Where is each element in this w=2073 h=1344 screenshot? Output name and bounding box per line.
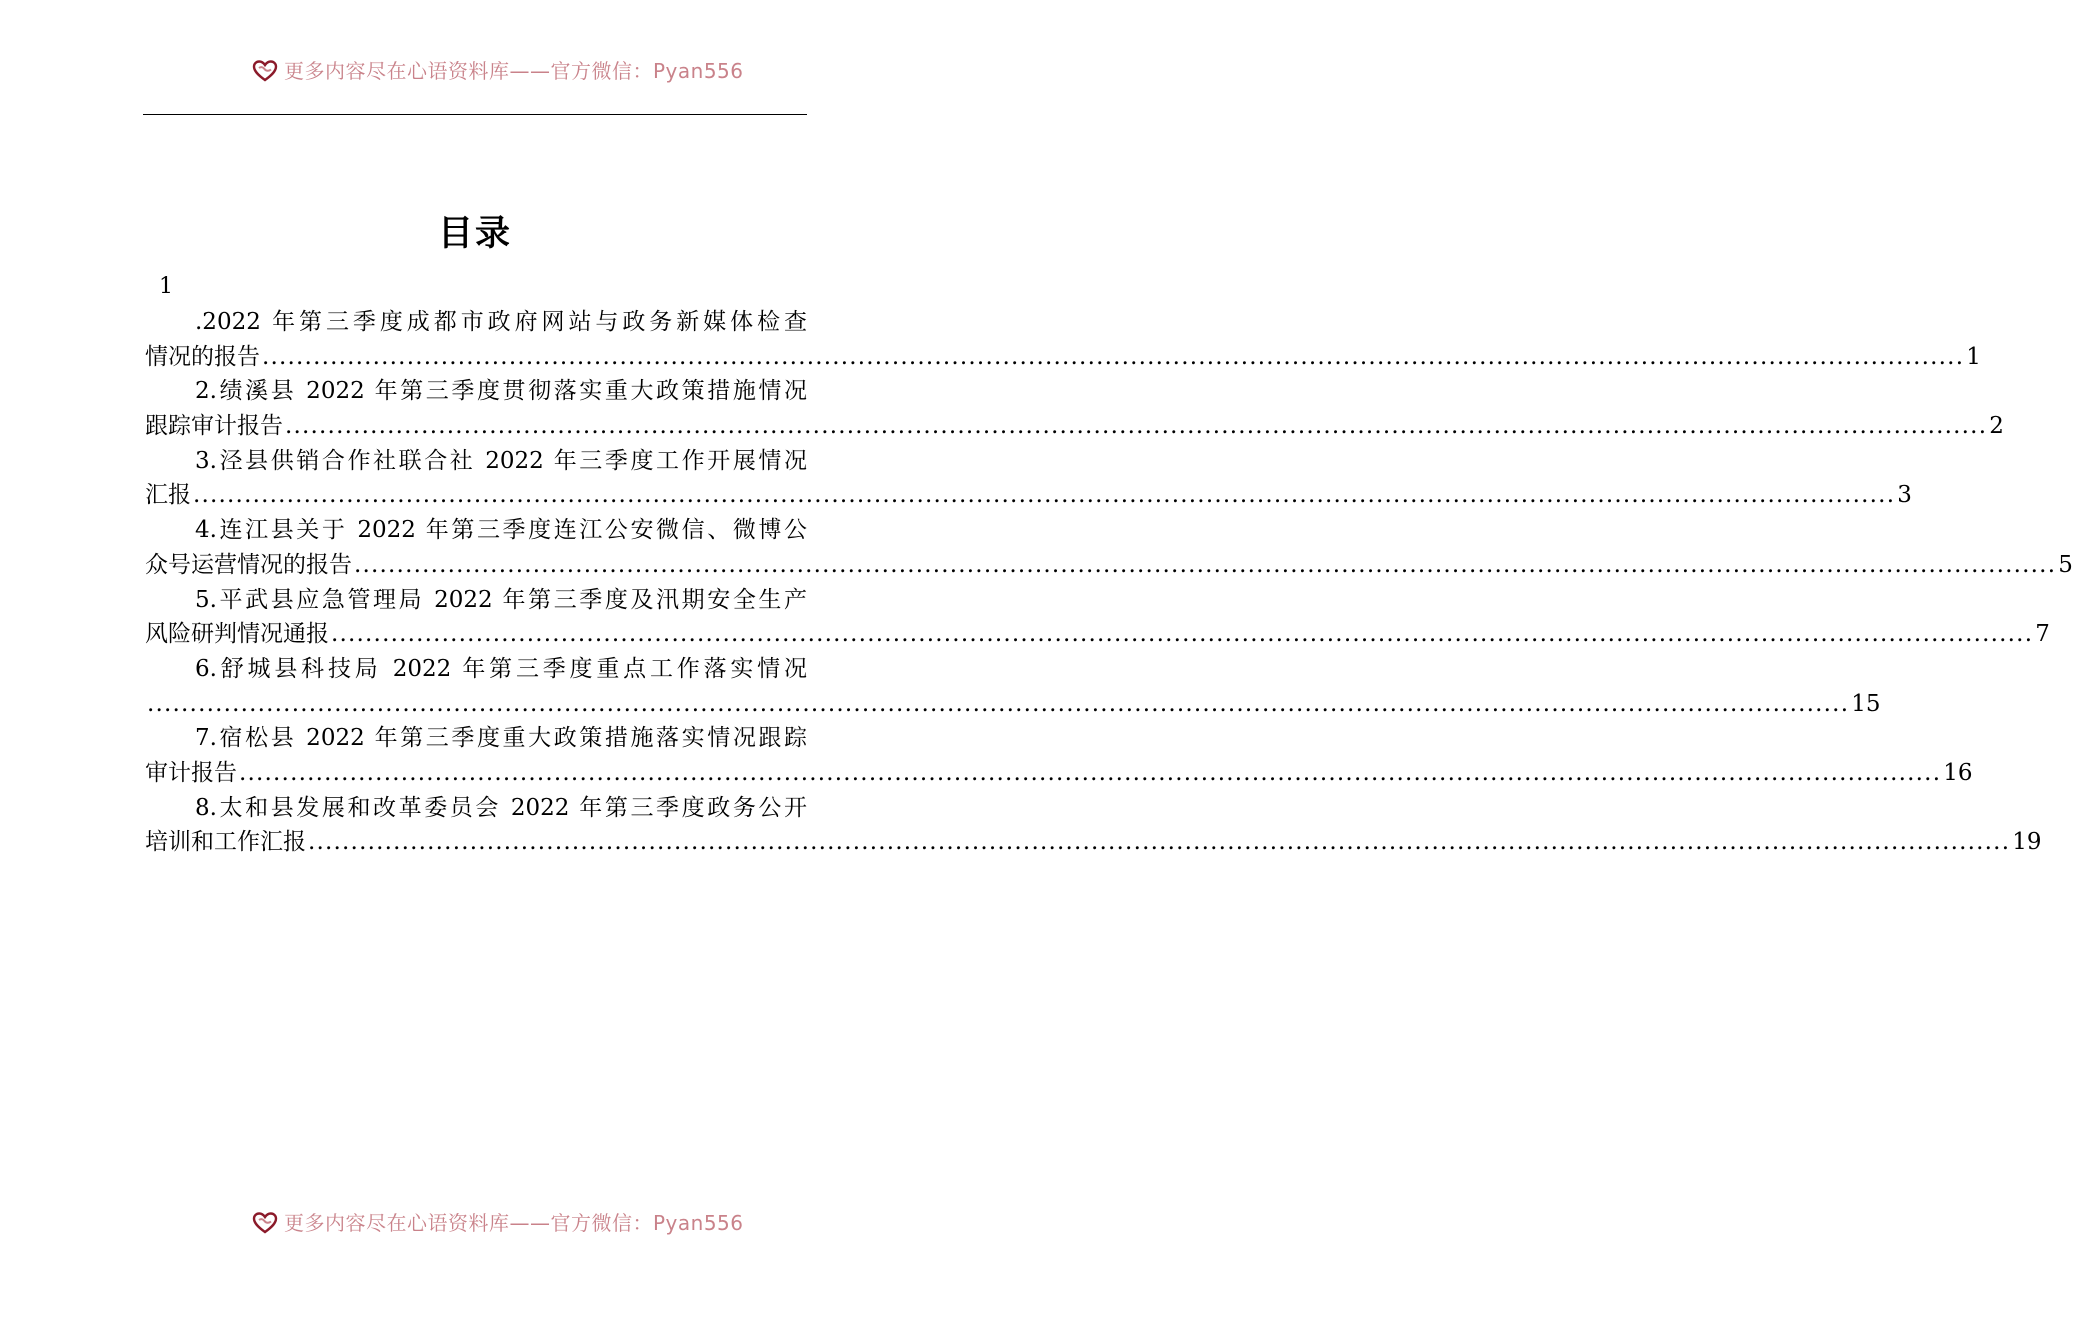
toc-entry-continuation-line: [145, 825, 2042, 860]
toc-entry-title-continued: 风险研判情况通报: [145, 621, 329, 648]
toc-entry[interactable]: [145, 721, 1973, 790]
toc-dot-leader: ........................................................................................................................................................................................................: [331, 621, 2034, 648]
toc-entry-title: 2.绩溪县 2022 年第三季度贯彻落实重大政策措施情况: [195, 378, 807, 405]
toc-dot-leader: ........................................................................................................................................................................................................: [239, 759, 1942, 786]
toc-entry-title: 8.太和县发展和改革委员会 2022 年第三季度政务公开: [195, 794, 807, 821]
toc-entry[interactable]: [145, 305, 1981, 374]
toc-entry-continuation-line: [145, 340, 1981, 375]
toc-page-number: 5: [2058, 551, 2073, 578]
toc-page-number: 2: [1989, 413, 2004, 440]
toc-dot-leader: ........................................................................................................................................................................................................: [147, 690, 1850, 717]
toc-entry-continuation-line: [145, 409, 2004, 444]
toc-dot-leader: ........................................................................................................................................................................................................: [354, 551, 2057, 578]
toc-dot-leader: ........................................................................................................................................................................................................: [308, 829, 2011, 856]
toc-page-number: 19: [2012, 829, 2042, 856]
toc-dot-leader: ........................................................................................................................................................................................................: [285, 413, 1988, 440]
heart-logo-icon: [252, 1210, 278, 1236]
toc-dot-leader: ........................................................................................................................................................................................................: [193, 482, 1896, 509]
header-banner-text: 更多内容尽在心语资料库——官方微信：Pyan556: [284, 58, 744, 83]
toc-entry[interactable]: [145, 791, 2042, 860]
toc-entry[interactable]: [145, 374, 2004, 443]
toc-entry-continuation-line: [145, 687, 1881, 722]
toc-dot-leader: ........................................................................................................................................................................................................: [262, 343, 1965, 370]
footer-banner-text: 更多内容尽在心语资料库——官方微信：Pyan556: [284, 1210, 744, 1235]
table-of-contents: [145, 305, 2073, 860]
toc-page-number: 15: [1851, 690, 1881, 717]
toc-entry-title-continued: 培训和工作汇报: [145, 829, 306, 856]
toc-entry[interactable]: [145, 513, 2073, 582]
toc-entry[interactable]: [145, 444, 1912, 513]
header-rule: [143, 114, 807, 115]
toc-page-number: 16: [1943, 759, 1973, 786]
page-title: 目录: [437, 213, 512, 254]
toc-entry-continuation-line: [145, 548, 2073, 583]
toc-entry-title: 4.连江县关于 2022 年第三季度连江公安微信、微博公: [195, 517, 807, 544]
toc-page-number: 3: [1897, 482, 1912, 509]
heart-logo-icon: [252, 58, 278, 84]
page-header: [0, 54, 950, 88]
toc-page-number: 7: [2035, 621, 2050, 648]
toc-entry-title: 7.宿松县 2022 年第三季度重大政策措施落实情况跟踪: [195, 725, 807, 752]
page-footer: [0, 1206, 950, 1240]
toc-entry-title: 3.泾县供销合作社联合社 2022 年三季度工作开展情况: [195, 447, 807, 474]
toc-entry-title: 6.舒城县科技局 2022 年第三季度重点工作落实情况: [195, 655, 807, 682]
toc-entry[interactable]: [145, 583, 2050, 652]
footer-banner: [252, 1206, 744, 1240]
toc-entry-title-continued: 汇报: [145, 482, 191, 509]
toc-entry-title-continued: 跟踪审计报告: [145, 413, 283, 440]
toc-entry-title-continued: 众号运营情况的报告: [145, 551, 352, 578]
toc-entry-title: 5.平武县应急管理局 2022 年第三季度及汛期安全生产: [195, 586, 807, 613]
toc-entry-continuation-line: [145, 756, 1973, 791]
toc-entry-continuation-line: [145, 478, 1912, 513]
toc-entry-title-continued: 审计报告: [145, 759, 237, 786]
toc-entry-title: .2022 年第三季度成都市政府网站与政务新媒体检查: [195, 309, 807, 335]
toc-stray-number: 1: [159, 274, 173, 299]
toc-entry[interactable]: [145, 652, 1881, 721]
toc-entry-title-continued: 情况的报告: [145, 343, 260, 370]
toc-entry-continuation-line: [145, 617, 2050, 652]
toc-page-number: 1: [1966, 343, 1981, 370]
header-banner: [252, 54, 744, 88]
